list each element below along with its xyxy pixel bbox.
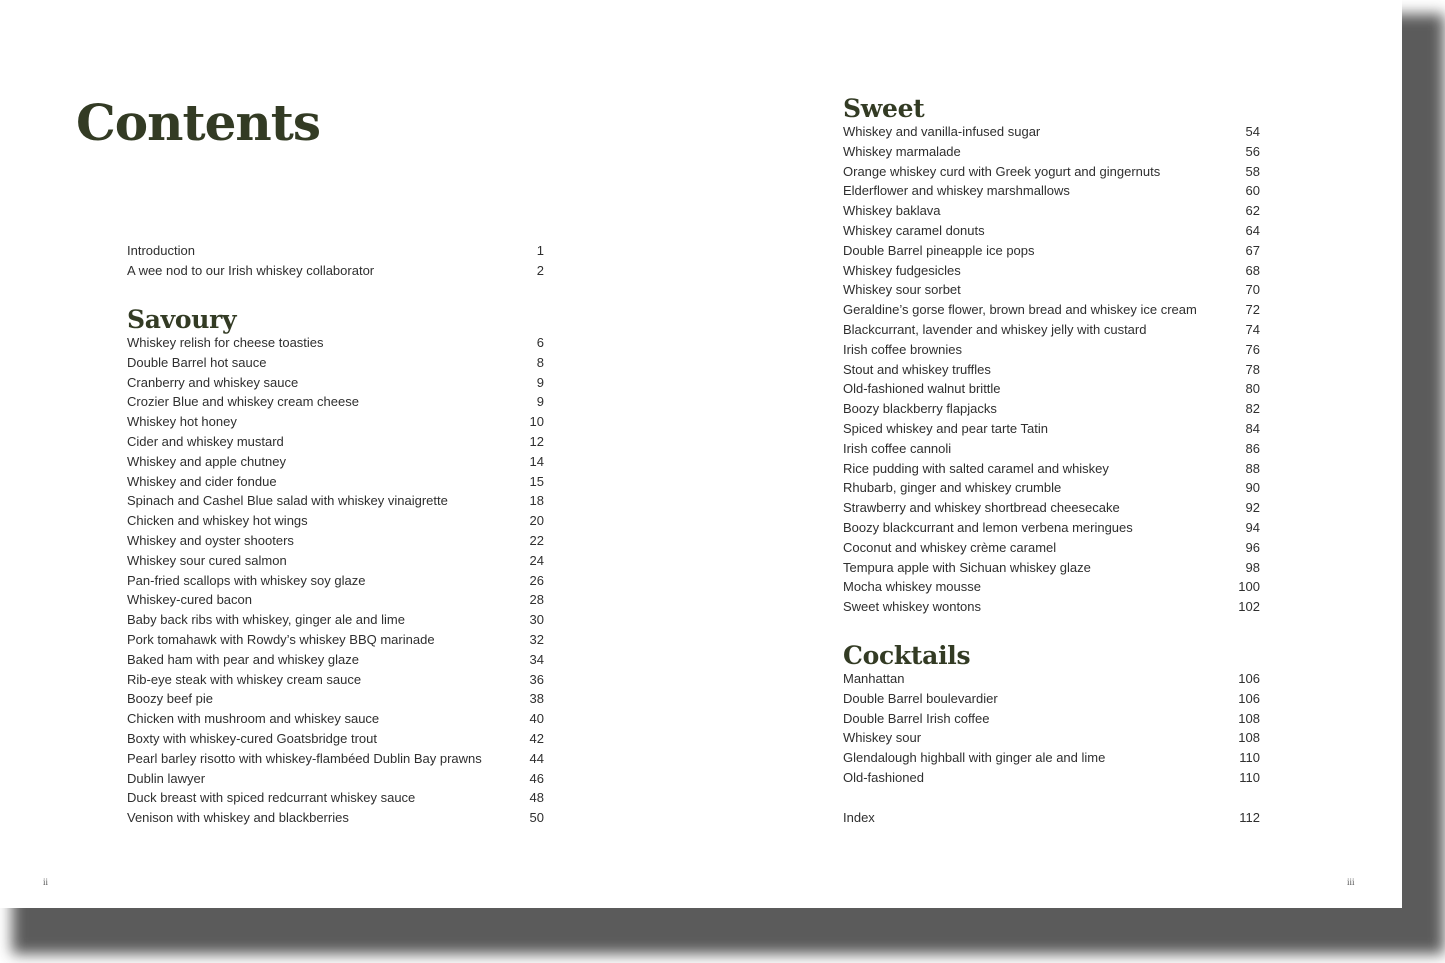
entry-title: Double Barrel pineapple ice pops	[843, 242, 1035, 258]
toc-entry[interactable]	[127, 452, 544, 472]
toc-entry[interactable]	[127, 491, 544, 511]
entry-title: Blackcurrant, lavender and whiskey jelly with custard	[843, 321, 1147, 337]
toc-entry[interactable]	[843, 221, 1260, 241]
toc-entry[interactable]	[127, 769, 544, 789]
toc-entry[interactable]	[127, 261, 544, 281]
entry-page: 6	[536, 335, 544, 350]
entry-page: 56	[1245, 143, 1260, 159]
entry-title: Pan-fried scallops with whiskey soy glaze	[127, 572, 366, 588]
toc-entry[interactable]	[843, 142, 1260, 162]
entry-page: 28	[529, 592, 544, 608]
entry-page: 78	[1245, 361, 1260, 377]
entry-page: 18	[529, 493, 544, 509]
entry-title: Glendalough highball with ginger ale and lime	[843, 750, 1106, 766]
entry-page: 90	[1245, 480, 1260, 496]
entry-title: Boxty with whiskey-cured Goatsbridge trout	[127, 730, 377, 746]
toc-entry[interactable]	[127, 241, 544, 261]
entry-title: Pork tomahawk with Rowdy’s whiskey BBQ marinade	[127, 631, 435, 647]
toc-entry[interactable]	[843, 162, 1260, 182]
entry-title: Rib-eye steak with whiskey cream sauce	[127, 671, 362, 687]
entry-title: Duck breast with spiced redcurrant whiskey sauce	[127, 790, 416, 806]
entry-page: 80	[1245, 381, 1260, 397]
toc-entry[interactable]	[843, 122, 1260, 142]
toc-entry[interactable]	[843, 728, 1260, 748]
entry-title: Boozy beef pie	[127, 691, 214, 707]
entry-title: Whiskey baklava	[843, 203, 941, 219]
entry-title: Chicken with mushroom and whiskey sauce	[127, 711, 380, 727]
entry-title: Elderflower and whiskey marshmallows	[843, 183, 1070, 199]
toc-entry[interactable]	[127, 610, 544, 630]
entry-page: 108	[1238, 730, 1260, 746]
entry-page: 88	[1245, 460, 1260, 476]
entry-title: Baked ham with pear and whiskey glaze	[127, 651, 359, 667]
entry-title: Whiskey and cider fondue	[127, 473, 277, 489]
toc-entry[interactable]	[127, 590, 544, 610]
sweet-section	[843, 94, 1260, 617]
entry-title: Crozier Blue and whiskey cream cheese	[127, 394, 359, 410]
toc-entry[interactable]	[127, 709, 544, 729]
entry-title: Strawberry and whiskey shortbread cheesecake	[843, 500, 1120, 516]
entry-page: 36	[529, 671, 544, 687]
entry-title: Chicken and whiskey hot wings	[127, 513, 308, 529]
entry-page: 110	[1239, 769, 1260, 785]
toc-entry[interactable]	[843, 241, 1260, 261]
toc-entry[interactable]	[127, 412, 544, 432]
entry-title: Index	[843, 810, 875, 825]
entry-page: 92	[1245, 500, 1260, 516]
toc-entry[interactable]	[127, 808, 544, 828]
entry-title: Irish coffee brownies	[843, 341, 962, 357]
page-title: Contents	[76, 93, 321, 152]
toc-entry[interactable]	[843, 498, 1260, 518]
toc-entry[interactable]	[127, 511, 544, 531]
toc-entry[interactable]	[127, 749, 544, 769]
entry-title: Whiskey hot honey	[127, 414, 237, 430]
entry-title: Whiskey sour sorbet	[843, 282, 961, 298]
entry-page: 20	[529, 513, 544, 529]
toc-entry[interactable]	[843, 748, 1260, 768]
toc-entry[interactable]	[127, 531, 544, 551]
entry-title: Whiskey fudgesicles	[843, 262, 961, 278]
toc-entry[interactable]	[843, 261, 1260, 281]
toc-entry[interactable]	[843, 709, 1260, 729]
entry-title: Boozy blackberry flapjacks	[843, 401, 997, 417]
entry-title: Stout and whiskey truffles	[843, 361, 991, 377]
toc-entry[interactable]	[843, 597, 1260, 617]
entry-page: 64	[1245, 222, 1260, 238]
savoury-section	[127, 305, 544, 828]
toc-entry[interactable]	[127, 630, 544, 650]
toc-entry[interactable]	[843, 669, 1260, 689]
entry-title: Pearl barley risotto with whiskey-flambéed Dublin Bay prawns	[127, 750, 482, 766]
entry-page: 74	[1245, 321, 1260, 337]
entry-page: 12	[529, 433, 544, 449]
entry-page: 102	[1238, 599, 1260, 615]
toc-entry[interactable]	[843, 419, 1260, 439]
toc-entry[interactable]	[843, 518, 1260, 538]
toc-entry[interactable]	[843, 181, 1260, 201]
entry-page: 86	[1245, 440, 1260, 456]
entry-page: 34	[529, 651, 544, 667]
entry-page: 10	[529, 414, 544, 430]
entry-page: 50	[529, 810, 544, 826]
toc-entry[interactable]	[127, 571, 544, 591]
entry-page: 62	[1245, 203, 1260, 219]
entry-title: Whiskey sour cured salmon	[127, 552, 287, 568]
toc-entry[interactable]	[127, 689, 544, 709]
toc-entry[interactable]	[843, 577, 1260, 597]
entry-title: Venison with whiskey and blackberries	[127, 810, 349, 826]
folio-right: iii	[1347, 877, 1355, 887]
entry-page: 38	[529, 691, 544, 707]
toc-entry[interactable]	[843, 459, 1260, 479]
entry-page: 9	[536, 394, 544, 410]
toc-entry[interactable]	[843, 399, 1260, 419]
entry-page: 54	[1245, 124, 1260, 139]
entry-title: Manhattan	[843, 671, 905, 686]
entry-title: Sweet whiskey wontons	[843, 599, 982, 615]
entry-page: 70	[1245, 282, 1260, 298]
toc-entry[interactable]	[843, 768, 1260, 788]
entry-title: Cranberry and whiskey sauce	[127, 374, 299, 390]
toc-entry[interactable]	[843, 340, 1260, 360]
entry-title: Cider and whiskey mustard	[127, 433, 284, 449]
entry-page: 22	[529, 532, 544, 548]
entry-title: Old-fashioned	[843, 769, 924, 785]
toc-entry[interactable]	[843, 379, 1260, 399]
toc-entry[interactable]	[127, 551, 544, 571]
toc-entry[interactable]	[843, 478, 1260, 498]
entry-page: 44	[529, 750, 544, 766]
entry-page: 48	[529, 790, 544, 806]
entry-page: 67	[1245, 242, 1260, 258]
toc-entry[interactable]	[843, 300, 1260, 320]
entry-page: 8	[536, 354, 544, 370]
entry-page: 72	[1245, 302, 1260, 318]
entry-title: Whiskey and oyster shooters	[127, 532, 294, 548]
entry-title: Spinach and Cashel Blue salad with whiskey vinaigrette	[127, 493, 448, 509]
entry-title: Double Barrel Irish coffee	[843, 710, 990, 726]
entry-page: 1	[536, 243, 544, 258]
entry-title: Geraldine’s gorse flower, brown bread and whiskey ice cream	[843, 302, 1197, 318]
entry-page: 110	[1239, 750, 1260, 766]
entry-page: 108	[1238, 710, 1260, 726]
entry-title: Rhubarb, ginger and whiskey crumble	[843, 480, 1062, 496]
back-matter-list	[843, 808, 1260, 828]
entry-page: 58	[1245, 163, 1260, 179]
entry-title: Whiskey relish for cheese toasties	[127, 335, 324, 350]
entry-title: Introduction	[127, 243, 195, 258]
entry-page: 24	[529, 552, 544, 568]
toc-entry[interactable]	[843, 558, 1260, 578]
toc-entry[interactable]	[843, 689, 1260, 709]
entry-title: Whiskey and apple chutney	[127, 453, 286, 469]
entry-title: Old-fashioned walnut brittle	[843, 381, 1001, 397]
toc-entry[interactable]	[843, 439, 1260, 459]
entry-page: 32	[529, 631, 544, 647]
toc-entry[interactable]	[843, 360, 1260, 380]
entry-title: Baby back ribs with whiskey, ginger ale and lime	[127, 612, 405, 628]
entry-title: Mocha whiskey mousse	[843, 579, 981, 595]
toc-entry[interactable]	[843, 538, 1260, 558]
entry-title: Coconut and whiskey crème caramel	[843, 539, 1057, 555]
toc-entry[interactable]	[127, 788, 544, 808]
toc-entry[interactable]	[127, 373, 544, 393]
entry-page: 98	[1245, 559, 1260, 575]
toc-entry[interactable]	[127, 333, 544, 353]
entry-title: Double Barrel hot sauce	[127, 354, 267, 370]
entry-page: 84	[1245, 420, 1260, 436]
entry-page: 94	[1245, 519, 1260, 535]
toc-entry[interactable]	[127, 729, 544, 749]
entry-title: Dublin lawyer	[127, 770, 206, 786]
toc-entry[interactable]	[843, 808, 1260, 828]
toc-entry[interactable]	[127, 392, 544, 412]
toc-entry[interactable]	[127, 650, 544, 670]
entry-page: 26	[529, 572, 544, 588]
entry-title: Tempura apple with Sichuan whiskey glaze	[843, 559, 1091, 575]
entry-page: 68	[1245, 262, 1260, 278]
toc-entry[interactable]	[127, 670, 544, 690]
entry-page: 100	[1238, 579, 1260, 595]
entry-title: Whiskey and vanilla-infused sugar	[843, 124, 1041, 139]
entry-page: 40	[529, 711, 544, 727]
entry-title: Spiced whiskey and pear tarte Tatin	[843, 420, 1048, 436]
entry-page: 42	[529, 730, 544, 746]
entry-title: Boozy blackcurrant and lemon verbena meringues	[843, 519, 1133, 535]
entry-title: Double Barrel boulevardier	[843, 690, 998, 706]
entry-page: 106	[1238, 690, 1260, 706]
entry-title: Rice pudding with salted caramel and whiskey	[843, 460, 1109, 476]
entry-page: 96	[1245, 539, 1260, 555]
toc-entry[interactable]	[127, 353, 544, 373]
entry-title: Orange whiskey curd with Greek yogurt and gingernuts	[843, 163, 1161, 179]
toc-entry[interactable]	[843, 320, 1260, 340]
entry-page: 106	[1238, 671, 1260, 686]
entry-title: Whiskey sour	[843, 730, 922, 746]
toc-entry[interactable]	[127, 432, 544, 452]
entry-page: 60	[1245, 183, 1260, 199]
entry-page: 82	[1245, 401, 1260, 417]
section-heading-cocktails: Cocktails	[843, 641, 971, 670]
entry-page: 9	[536, 374, 544, 390]
section-heading-savoury: Savoury	[127, 305, 237, 334]
entry-title: Whiskey-cured bacon	[127, 592, 252, 608]
toc-entry[interactable]	[843, 201, 1260, 221]
entry-title: A wee nod to our Irish whiskey collaborator	[127, 262, 375, 278]
cocktails-section	[843, 641, 1260, 788]
folio-left: ii	[43, 877, 49, 887]
front-matter-list	[127, 241, 544, 281]
entry-page: 46	[529, 770, 544, 786]
entry-page: 14	[529, 453, 544, 469]
toc-entry[interactable]	[843, 280, 1260, 300]
section-heading-sweet: Sweet	[843, 94, 925, 123]
entry-page: 15	[529, 473, 544, 489]
entry-page: 30	[529, 612, 544, 628]
entry-page: 112	[1239, 810, 1260, 825]
entry-page: 76	[1245, 341, 1260, 357]
entry-title: Irish coffee cannoli	[843, 440, 952, 456]
entry-title: Whiskey marmalade	[843, 143, 961, 159]
entry-page: 2	[536, 262, 544, 278]
entry-title: Whiskey caramel donuts	[843, 222, 985, 238]
toc-entry[interactable]	[127, 472, 544, 492]
